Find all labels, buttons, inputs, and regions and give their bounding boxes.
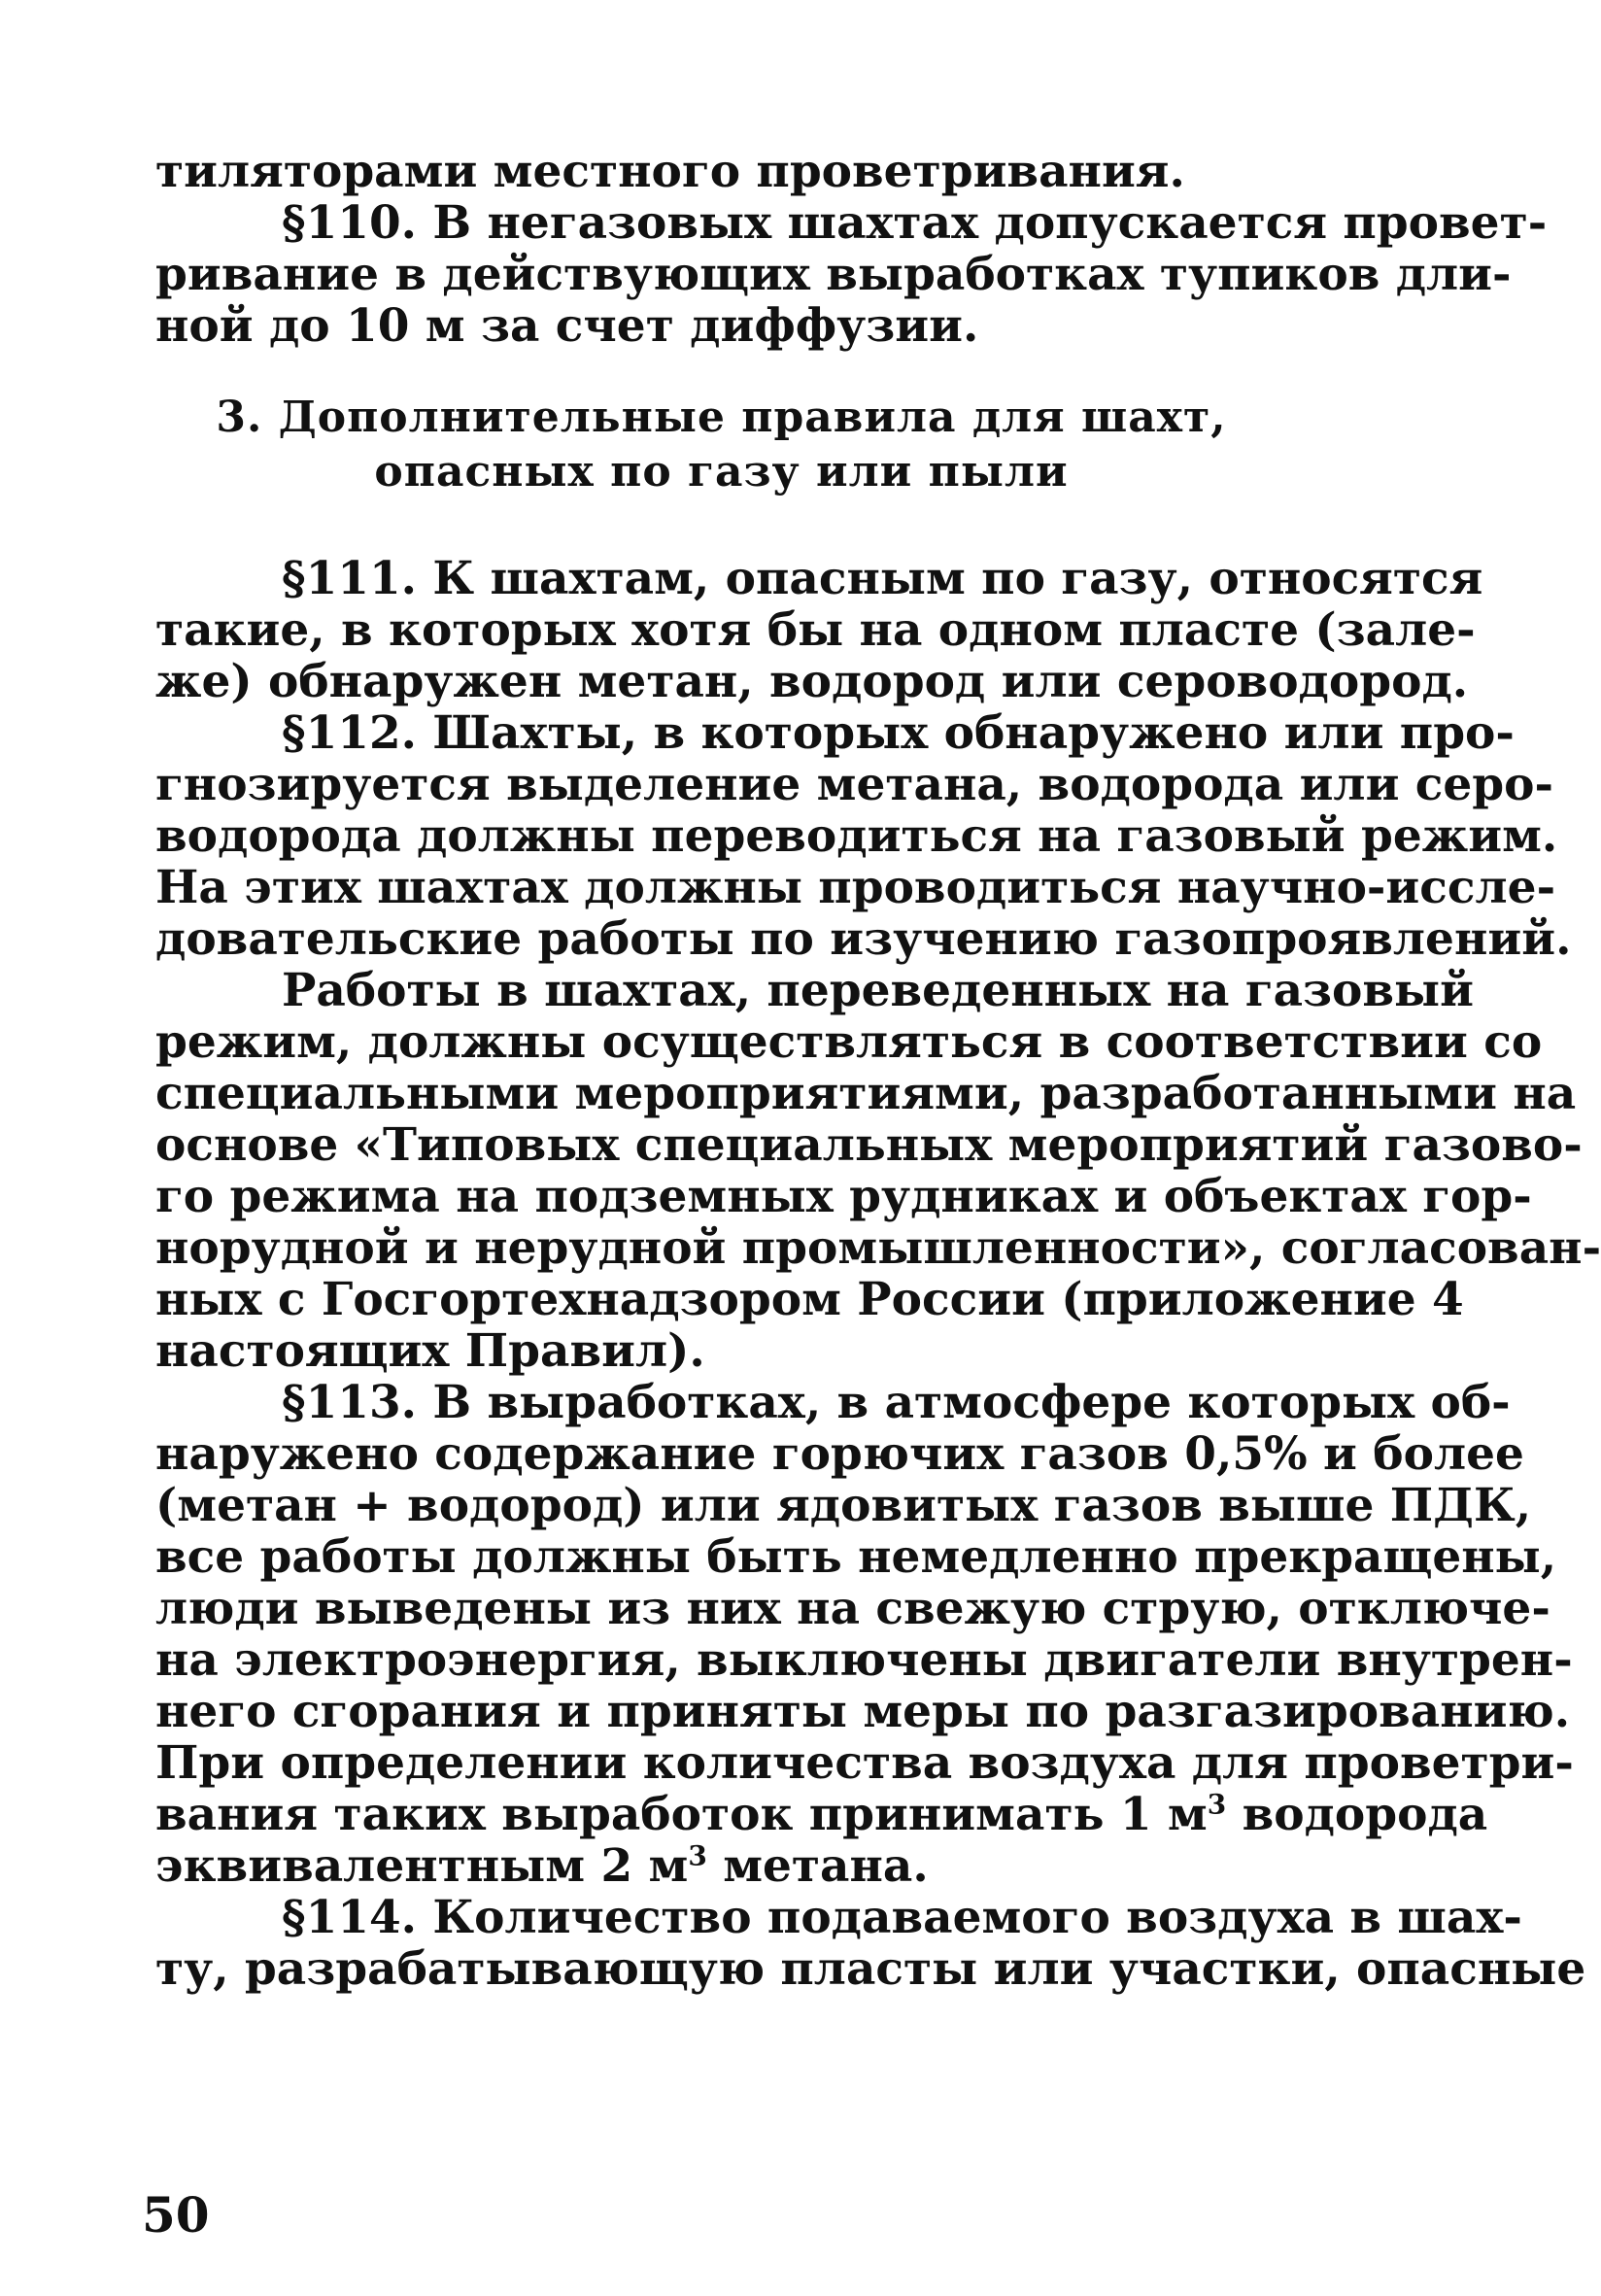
paragraph-111 <box>155 552 1483 708</box>
page-body <box>155 145 1601 1996</box>
text-line: го режима на подземных рудниках и объектах гор- <box>155 1170 1532 1223</box>
paragraph-113 <box>155 1376 1574 1893</box>
paragraph-114 <box>155 1891 1586 1996</box>
section-heading-line-1: 3. Дополнительные правила для шахт, <box>216 393 1227 442</box>
text-line: люди выведены из них на свежую струю, отключе- <box>155 1582 1550 1635</box>
text-line: же) обнаружен метан, водород или сероводород. <box>155 655 1469 708</box>
text-line: режим, должны осуществляться в соответствии со <box>155 1015 1543 1069</box>
paragraph-continuation <box>155 146 1287 197</box>
text-line: §114. Количество подаваемого воздуха в шах- <box>282 1891 1522 1944</box>
superscript: 3 <box>688 1839 707 1872</box>
text-line: него сгорания и приняты меры по разгазированию. <box>155 1685 1571 1738</box>
text-line: тиляторами местного проветривания. <box>155 145 1185 198</box>
text-line: довательские работы по изучению газопроявлений. <box>155 912 1572 966</box>
text-line: Работы в шахтах, переведенных на газовый <box>282 964 1475 1017</box>
text-segment: метана. <box>706 1839 929 1893</box>
text-line: §112. Шахты, в которых обнаружено или про- <box>282 706 1515 760</box>
text-line: ных с Госгортехнадзором России (приложение 4 <box>155 1273 1464 1326</box>
text-line: §113. В выработках, в атмосфере которых об- <box>282 1376 1511 1429</box>
section-heading-line-2: опасных по газу или пыли <box>374 447 1069 497</box>
text-line: на электроэнергия, выключены двигатели внутрен- <box>155 1633 1573 1687</box>
text-line: ту, разрабатывающую пласты или участки, опасные <box>155 1942 1586 1996</box>
section-heading <box>155 391 1287 499</box>
paragraph-110 <box>155 196 1548 353</box>
text-line: такие, в которых хотя бы на одном пласте (зале- <box>155 603 1476 657</box>
text-line <box>155 1840 1287 1892</box>
paragraph-112-continued <box>155 964 1601 1378</box>
paragraph-112 <box>155 706 1572 966</box>
text-line: ной до 10 м за счет диффузии. <box>155 299 979 353</box>
superscript: 3 <box>1207 1788 1227 1821</box>
text-line: все работы должны быть немедленно прекращены, <box>155 1530 1557 1584</box>
text-line: §111. К шахтам, опасным по газу, относятся <box>282 552 1483 605</box>
text-line: гнозируется выделение метана, водорода или серо- <box>155 758 1554 811</box>
text-line: специальными мероприятиями, разработанными на <box>155 1067 1577 1120</box>
text-line: На этих шахтах должны проводиться научно-иссле- <box>155 861 1556 914</box>
text-line <box>155 1788 1488 1841</box>
text-line: ривание в действующих выработках тупиков дли- <box>155 248 1512 301</box>
text-line: водорода должны переводиться на газовый режим. <box>155 809 1558 863</box>
text-line: настоящих Правил). <box>155 1324 705 1378</box>
text-segment: водорода <box>1226 1788 1488 1841</box>
text-segment: вания таких выработок принимать 1 м <box>155 1788 1208 1841</box>
text-segment: эквивалентным 2 м <box>155 1839 689 1893</box>
text-line: (метан + водород) или ядовитых газов выше ПДК, <box>155 1479 1532 1532</box>
page-number: 50 <box>142 2186 210 2244</box>
text-line: наружено содержание горючих газов 0,5% и более <box>155 1427 1524 1481</box>
text-line: основе «Типовых специальных мероприятий газово- <box>155 1118 1583 1172</box>
text-line: §110. В негазовых шахтах допускается провет- <box>282 196 1548 250</box>
text-line: При определении количества воздуха для проветри- <box>155 1736 1574 1790</box>
text-line: норудной и нерудной промышленности», согласован- <box>155 1221 1601 1275</box>
